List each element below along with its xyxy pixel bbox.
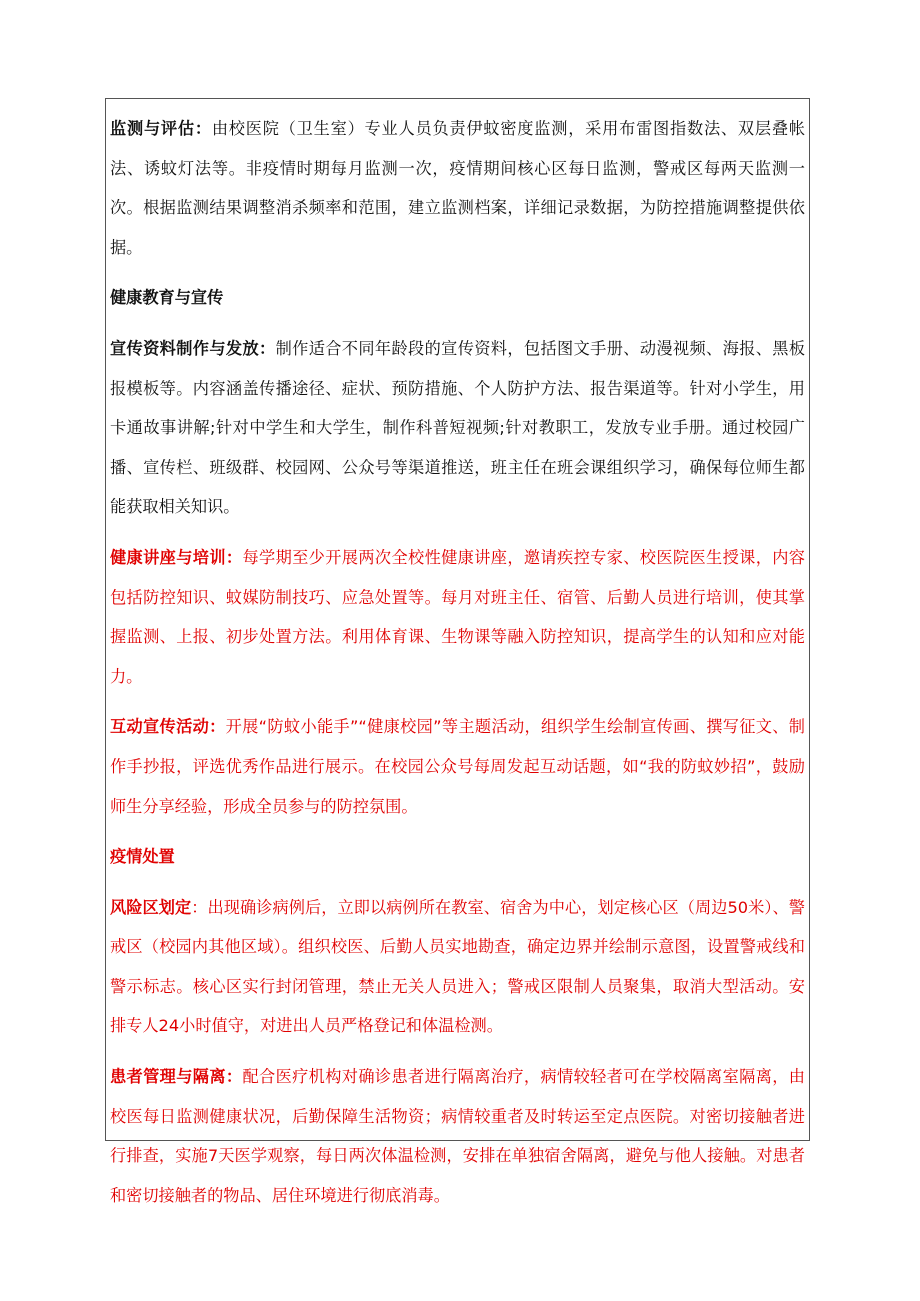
- paragraph-materials: [110, 329, 805, 527]
- paragraph-lead: 监测与评估：: [110, 119, 212, 138]
- paragraph-text: 开展“防蚊小能手”“健康校园”等主题活动，组织学生绘制宣传画、撰写征文、制作手抄报，评选优秀作品进行展示。在校园公众号每周发起互动话题，如“我的防蚊妙招”，鼓励师生分享经验，形成全员参与的防控氛围。: [110, 717, 805, 816]
- paragraph-lead: 健康讲座与培训：: [110, 547, 243, 567]
- paragraph-lead: 风险区划定: [110, 897, 192, 917]
- paragraph-text: 制作适合不同年龄段的宣传资料，包括图文手册、动漫视频、海报、黑板报模板等。内容涵盖传播途径、症状、预防措施、个人防护方法、报告渠道等。针对小学生，用卡通故事讲解;针对中学生和大学生，制作科普短视频;针对教职工，发放专业手册。通过校园广播、宣传栏、班级群、校园网、公众号等渠道推送，班主任在班会课组织学习，确保每位师生都能获取相关知识。: [110, 338, 806, 517]
- paragraph-text: 每学期至少开展两次全校性健康讲座，邀请疾控专家、校医院医生授课，内容包括防控知识、蚊媒防制技巧、应急处置等。每月对班主任、宿管、后勤人员进行培训，使其掌握监测、上报、初步处置方法。利用体育课、生物课等融入防控知识，提高学生的认知和应对能力。: [110, 547, 805, 686]
- paragraph-monitoring: [110, 109, 805, 267]
- section-heading-epidemic-response: 疫情处置: [110, 847, 175, 867]
- document-frame: [105, 98, 810, 1205]
- paragraph-risk-zones: [110, 888, 805, 1046]
- paragraph-lead: 宣传资料制作与发放：: [110, 338, 276, 358]
- paragraph-text: ：出现确诊病例后，立即以病例所在教室、宿舍为中心，划定核心区（周边50米）、警戒区（校园内其他区域）。组织校医、后勤人员实地勘查，确定边界并绘制示意图，设置警戒线和警示标志。核心区实行封闭管理，禁止无关人员进入；警戒区限制人员聚集，取消大型活动。安排专人24小时值守，对进出人员严格登记和体温检测。: [110, 897, 805, 1036]
- paragraph-lead: 互动宣传活动：: [110, 717, 226, 737]
- paragraph-lectures: [110, 538, 805, 696]
- paragraph-interactive: [110, 707, 805, 826]
- paragraph-patient-management: [110, 1057, 805, 1215]
- section-heading-health-education: 健康教育与宣传: [110, 288, 224, 308]
- paragraph-lead: 患者管理与隔离：: [110, 1067, 243, 1087]
- paragraph-text: 配合医疗机构对确诊患者进行隔离治疗，病情较轻者可在学校隔离室隔离，由校医每日监测健康状况，后勤保障生活物资；病情较重者及时转运至定点医院。对密切接触者进行排查，实施7天医学观察，每日两次体温检测，安排在单独宿舍隔离，避免与他人接触。对患者和密切接触者的物品、居住环境进行彻底消毒。: [110, 1067, 805, 1205]
- paragraph-text: 由校医院（卫生室）专业人员负责伊蚊密度监测，采用布雷图指数法、双层叠帐法、诱蚊灯法等。非疫情时期每月监测一次，疫情期间核心区每日监测，警戒区每两天监测一次。根据监测结果调整消杀频率和范围，建立监测档案，详细记录数据，为防控措施调整提供依据。: [110, 119, 806, 257]
